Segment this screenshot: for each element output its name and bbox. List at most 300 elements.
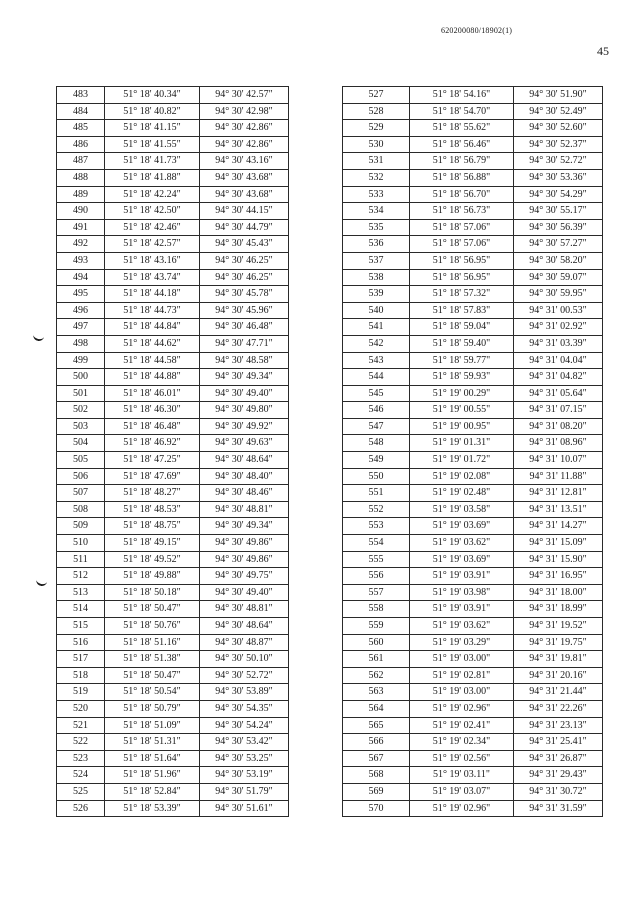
point-number-cell: 553 [343, 518, 410, 535]
longitude-cell: 94° 30' 54.35" [200, 700, 289, 717]
latitude-cell: 51° 18' 46.30" [105, 402, 200, 419]
table-row [343, 369, 603, 386]
latitude-cell: 51° 18' 57.32" [410, 286, 514, 303]
point-number-cell: 538 [343, 269, 410, 286]
point-number-cell: 563 [343, 684, 410, 701]
table-row [343, 335, 603, 352]
point-number-cell: 484 [57, 103, 105, 120]
longitude-cell: 94° 31' 03.39" [514, 335, 603, 352]
table-row [343, 219, 603, 236]
table-row [57, 302, 289, 319]
latitude-cell: 51° 18' 56.95" [410, 252, 514, 269]
point-number-cell: 505 [57, 452, 105, 469]
point-number-cell: 513 [57, 584, 105, 601]
longitude-cell: 94° 31' 30.72" [514, 783, 603, 800]
point-number-cell: 537 [343, 252, 410, 269]
longitude-cell: 94° 30' 45.78" [200, 286, 289, 303]
longitude-cell: 94° 30' 54.24" [200, 717, 289, 734]
point-number-cell: 534 [343, 203, 410, 220]
latitude-cell: 51° 18' 42.24" [105, 186, 200, 203]
latitude-cell: 51° 18' 56.70" [410, 186, 514, 203]
latitude-cell: 51° 19' 02.34" [410, 734, 514, 751]
table-row [343, 601, 603, 618]
longitude-cell: 94° 31' 04.82" [514, 369, 603, 386]
longitude-cell: 94° 30' 42.86" [200, 120, 289, 137]
latitude-cell: 51° 18' 46.92" [105, 435, 200, 452]
point-number-cell: 495 [57, 286, 105, 303]
point-number-cell: 565 [343, 717, 410, 734]
point-number-cell: 524 [57, 767, 105, 784]
point-number-cell: 556 [343, 568, 410, 585]
longitude-cell: 94° 31' 13.51" [514, 501, 603, 518]
longitude-cell: 94° 30' 42.86" [200, 136, 289, 153]
point-number-cell: 489 [57, 186, 105, 203]
table-row [343, 319, 603, 336]
latitude-cell: 51° 18' 56.88" [410, 169, 514, 186]
point-number-cell: 530 [343, 136, 410, 153]
point-number-cell: 511 [57, 551, 105, 568]
table-row [57, 734, 289, 751]
table-row [343, 717, 603, 734]
longitude-cell: 94° 30' 49.86" [200, 551, 289, 568]
latitude-cell: 51° 18' 46.48" [105, 418, 200, 435]
latitude-cell: 51° 18' 49.88" [105, 568, 200, 585]
table-row [343, 186, 603, 203]
longitude-cell: 94° 30' 49.92" [200, 418, 289, 435]
table-row [57, 252, 289, 269]
longitude-cell: 94° 30' 49.34" [200, 369, 289, 386]
point-number-cell: 515 [57, 618, 105, 635]
latitude-cell: 51° 18' 50.76" [105, 618, 200, 635]
longitude-cell: 94° 30' 57.27" [514, 236, 603, 253]
table-row [343, 750, 603, 767]
point-number-cell: 491 [57, 219, 105, 236]
latitude-cell: 51° 18' 41.73" [105, 153, 200, 170]
longitude-cell: 94° 30' 48.64" [200, 452, 289, 469]
latitude-cell: 51° 19' 03.00" [410, 651, 514, 668]
longitude-cell: 94° 30' 51.79" [200, 783, 289, 800]
point-number-cell: 510 [57, 535, 105, 552]
longitude-cell: 94° 30' 43.16" [200, 153, 289, 170]
longitude-cell: 94° 31' 20.16" [514, 667, 603, 684]
table-row [343, 535, 603, 552]
table-row [57, 750, 289, 767]
latitude-cell: 51° 18' 51.64" [105, 750, 200, 767]
coordinates-table-right-body [343, 87, 603, 817]
point-number-cell: 525 [57, 783, 105, 800]
longitude-cell: 94° 30' 51.61" [200, 800, 289, 817]
latitude-cell: 51° 18' 43.16" [105, 252, 200, 269]
table-row [57, 236, 289, 253]
point-number-cell: 519 [57, 684, 105, 701]
point-number-cell: 545 [343, 385, 410, 402]
point-number-cell: 503 [57, 418, 105, 435]
point-number-cell: 502 [57, 402, 105, 419]
table-row [343, 783, 603, 800]
point-number-cell: 562 [343, 667, 410, 684]
latitude-cell: 51° 18' 44.62" [105, 335, 200, 352]
table-row [57, 700, 289, 717]
latitude-cell: 51° 19' 02.56" [410, 750, 514, 767]
point-number-cell: 490 [57, 203, 105, 220]
point-number-cell: 568 [343, 767, 410, 784]
latitude-cell: 51° 18' 51.09" [105, 717, 200, 734]
latitude-cell: 51° 19' 02.48" [410, 485, 514, 502]
latitude-cell: 51° 18' 57.83" [410, 302, 514, 319]
point-number-cell: 498 [57, 335, 105, 352]
longitude-cell: 94° 30' 53.36" [514, 169, 603, 186]
latitude-cell: 51° 18' 56.46" [410, 136, 514, 153]
longitude-cell: 94° 31' 02.92" [514, 319, 603, 336]
longitude-cell: 94° 31' 14.27" [514, 518, 603, 535]
latitude-cell: 51° 18' 54.16" [410, 87, 514, 104]
table-row [57, 402, 289, 419]
table-row [343, 269, 603, 286]
longitude-cell: 94° 31' 08.20" [514, 418, 603, 435]
longitude-cell: 94° 30' 53.25" [200, 750, 289, 767]
latitude-cell: 51° 18' 49.52" [105, 551, 200, 568]
point-number-cell: 528 [343, 103, 410, 120]
point-number-cell: 504 [57, 435, 105, 452]
point-number-cell: 508 [57, 501, 105, 518]
table-row [343, 153, 603, 170]
point-number-cell: 546 [343, 402, 410, 419]
table-row [343, 352, 603, 369]
longitude-cell: 94° 31' 18.99" [514, 601, 603, 618]
table-row [57, 485, 289, 502]
point-number-cell: 517 [57, 651, 105, 668]
latitude-cell: 51° 19' 03.69" [410, 551, 514, 568]
latitude-cell: 51° 18' 54.70" [410, 103, 514, 120]
table-row [57, 618, 289, 635]
point-number-cell: 497 [57, 319, 105, 336]
longitude-cell: 94° 30' 49.75" [200, 568, 289, 585]
longitude-cell: 94° 31' 04.04" [514, 352, 603, 369]
coordinates-table-left-body [57, 87, 289, 817]
point-number-cell: 507 [57, 485, 105, 502]
latitude-cell: 51° 19' 03.69" [410, 518, 514, 535]
latitude-cell: 51° 18' 48.27" [105, 485, 200, 502]
table-row [343, 651, 603, 668]
point-number-cell: 569 [343, 783, 410, 800]
table-row [343, 767, 603, 784]
longitude-cell: 94° 30' 49.86" [200, 535, 289, 552]
latitude-cell: 51° 19' 00.29" [410, 385, 514, 402]
longitude-cell: 94° 30' 55.17" [514, 203, 603, 220]
point-number-cell: 518 [57, 667, 105, 684]
latitude-cell: 51° 18' 57.06" [410, 219, 514, 236]
latitude-cell: 51° 18' 46.01" [105, 385, 200, 402]
table-row [343, 568, 603, 585]
table-row [57, 435, 289, 452]
latitude-cell: 51° 18' 47.69" [105, 468, 200, 485]
table-row [57, 800, 289, 817]
longitude-cell: 94° 30' 46.48" [200, 319, 289, 336]
latitude-cell: 51° 19' 03.58" [410, 501, 514, 518]
longitude-cell: 94° 31' 05.64" [514, 385, 603, 402]
table-row [343, 302, 603, 319]
longitude-cell: 94° 31' 15.09" [514, 535, 603, 552]
table-row [343, 203, 603, 220]
table-row [57, 601, 289, 618]
table-row [343, 734, 603, 751]
latitude-cell: 51° 19' 00.55" [410, 402, 514, 419]
point-number-cell: 536 [343, 236, 410, 253]
longitude-cell: 94° 30' 49.40" [200, 385, 289, 402]
latitude-cell: 51° 19' 02.96" [410, 800, 514, 817]
point-number-cell: 488 [57, 169, 105, 186]
point-number-cell: 523 [57, 750, 105, 767]
latitude-cell: 51° 19' 03.00" [410, 684, 514, 701]
page-number: 45 [597, 44, 609, 58]
latitude-cell: 51° 18' 42.46" [105, 219, 200, 236]
latitude-cell: 51° 18' 59.40" [410, 335, 514, 352]
table-row [57, 551, 289, 568]
latitude-cell: 51° 18' 51.16" [105, 634, 200, 651]
latitude-cell: 51° 18' 51.96" [105, 767, 200, 784]
point-number-cell: 500 [57, 369, 105, 386]
latitude-cell: 51° 18' 59.04" [410, 319, 514, 336]
latitude-cell: 51° 18' 56.95" [410, 269, 514, 286]
point-number-cell: 501 [57, 385, 105, 402]
document-id: 620200080/18902(1) [441, 26, 513, 35]
longitude-cell: 94° 30' 46.25" [200, 269, 289, 286]
point-number-cell: 559 [343, 618, 410, 635]
latitude-cell: 51° 19' 03.07" [410, 783, 514, 800]
latitude-cell: 51° 19' 03.11" [410, 767, 514, 784]
table-row [57, 667, 289, 684]
point-number-cell: 539 [343, 286, 410, 303]
table-row [343, 634, 603, 651]
longitude-cell: 94° 31' 21.44" [514, 684, 603, 701]
latitude-cell: 51° 19' 02.81" [410, 667, 514, 684]
longitude-cell: 94° 30' 49.40" [200, 584, 289, 601]
longitude-cell: 94° 30' 45.96" [200, 302, 289, 319]
point-number-cell: 496 [57, 302, 105, 319]
longitude-cell: 94° 30' 53.19" [200, 767, 289, 784]
longitude-cell: 94° 30' 48.40" [200, 468, 289, 485]
point-number-cell: 552 [343, 501, 410, 518]
point-number-cell: 506 [57, 468, 105, 485]
point-number-cell: 493 [57, 252, 105, 269]
longitude-cell: 94° 30' 48.64" [200, 618, 289, 635]
table-row [57, 103, 289, 120]
latitude-cell: 51° 18' 47.25" [105, 452, 200, 469]
latitude-cell: 51° 19' 01.31" [410, 435, 514, 452]
point-number-cell: 561 [343, 651, 410, 668]
point-number-cell: 548 [343, 435, 410, 452]
longitude-cell: 94° 31' 31.59" [514, 800, 603, 817]
longitude-cell: 94° 31' 10.07" [514, 452, 603, 469]
longitude-cell: 94° 30' 54.29" [514, 186, 603, 203]
table-row [57, 335, 289, 352]
latitude-cell: 51° 19' 00.95" [410, 418, 514, 435]
table-row [57, 717, 289, 734]
latitude-cell: 51° 19' 03.91" [410, 601, 514, 618]
table-row [57, 783, 289, 800]
latitude-cell: 51° 18' 51.31" [105, 734, 200, 751]
longitude-cell: 94° 30' 59.07" [514, 269, 603, 286]
table-row [343, 418, 603, 435]
point-number-cell: 526 [57, 800, 105, 817]
longitude-cell: 94° 30' 49.34" [200, 518, 289, 535]
longitude-cell: 94° 31' 19.52" [514, 618, 603, 635]
longitude-cell: 94° 30' 43.68" [200, 169, 289, 186]
coordinates-table-right [342, 86, 603, 817]
point-number-cell: 550 [343, 468, 410, 485]
point-number-cell: 566 [343, 734, 410, 751]
longitude-cell: 94° 30' 44.79" [200, 219, 289, 236]
latitude-cell: 51° 18' 51.38" [105, 651, 200, 668]
table-row [57, 186, 289, 203]
longitude-cell: 94° 30' 52.37" [514, 136, 603, 153]
longitude-cell: 94° 30' 45.43" [200, 236, 289, 253]
table-row [57, 468, 289, 485]
latitude-cell: 51° 19' 03.29" [410, 634, 514, 651]
table-row [343, 402, 603, 419]
latitude-cell: 51° 18' 43.74" [105, 269, 200, 286]
table-row [57, 319, 289, 336]
longitude-cell: 94° 30' 48.46" [200, 485, 289, 502]
longitude-cell: 94° 31' 23.13" [514, 717, 603, 734]
latitude-cell: 51° 18' 56.73" [410, 203, 514, 220]
point-number-cell: 533 [343, 186, 410, 203]
latitude-cell: 51° 18' 44.18" [105, 286, 200, 303]
point-number-cell: 499 [57, 352, 105, 369]
table-row [343, 286, 603, 303]
table-row [57, 120, 289, 137]
table-row [57, 385, 289, 402]
point-number-cell: 516 [57, 634, 105, 651]
point-number-cell: 527 [343, 87, 410, 104]
longitude-cell: 94° 31' 00.53" [514, 302, 603, 319]
latitude-cell: 51° 18' 50.79" [105, 700, 200, 717]
longitude-cell: 94° 30' 50.10" [200, 651, 289, 668]
latitude-cell: 51° 18' 50.54" [105, 684, 200, 701]
point-number-cell: 520 [57, 700, 105, 717]
longitude-cell: 94° 31' 19.75" [514, 634, 603, 651]
table-row [343, 103, 603, 120]
longitude-cell: 94° 30' 42.98" [200, 103, 289, 120]
table-row [57, 352, 289, 369]
longitude-cell: 94° 31' 26.87" [514, 750, 603, 767]
table-row [343, 667, 603, 684]
latitude-cell: 51° 19' 03.62" [410, 535, 514, 552]
point-number-cell: 541 [343, 319, 410, 336]
longitude-cell: 94° 31' 08.96" [514, 435, 603, 452]
latitude-cell: 51° 18' 50.18" [105, 584, 200, 601]
point-number-cell: 560 [343, 634, 410, 651]
latitude-cell: 51° 19' 01.72" [410, 452, 514, 469]
longitude-cell: 94° 30' 42.57" [200, 87, 289, 104]
latitude-cell: 51° 18' 56.79" [410, 153, 514, 170]
latitude-cell: 51° 18' 42.50" [105, 203, 200, 220]
latitude-cell: 51° 19' 03.98" [410, 584, 514, 601]
point-number-cell: 487 [57, 153, 105, 170]
longitude-cell: 94° 30' 59.95" [514, 286, 603, 303]
longitude-cell: 94° 30' 48.81" [200, 501, 289, 518]
table-row [57, 286, 289, 303]
longitude-cell: 94° 30' 48.87" [200, 634, 289, 651]
table-row [57, 219, 289, 236]
longitude-cell: 94° 31' 29.43" [514, 767, 603, 784]
table-row [57, 269, 289, 286]
latitude-cell: 51° 19' 02.96" [410, 700, 514, 717]
point-number-cell: 509 [57, 518, 105, 535]
latitude-cell: 51° 18' 49.15" [105, 535, 200, 552]
table-row [57, 518, 289, 535]
point-number-cell: 544 [343, 369, 410, 386]
table-row [343, 385, 603, 402]
table-row [343, 468, 603, 485]
point-number-cell: 486 [57, 136, 105, 153]
table-row [57, 651, 289, 668]
latitude-cell: 51° 18' 41.55" [105, 136, 200, 153]
point-number-cell: 549 [343, 452, 410, 469]
longitude-cell: 94° 30' 51.90" [514, 87, 603, 104]
latitude-cell: 51° 18' 42.57" [105, 236, 200, 253]
point-number-cell: 570 [343, 800, 410, 817]
longitude-cell: 94° 30' 44.15" [200, 203, 289, 220]
point-number-cell: 540 [343, 302, 410, 319]
latitude-cell: 51° 18' 57.06" [410, 236, 514, 253]
table-row [343, 518, 603, 535]
table-row [57, 87, 289, 104]
longitude-cell: 94° 30' 49.63" [200, 435, 289, 452]
point-number-cell: 483 [57, 87, 105, 104]
table-row [57, 568, 289, 585]
point-number-cell: 535 [343, 219, 410, 236]
table-row [57, 684, 289, 701]
point-number-cell: 521 [57, 717, 105, 734]
latitude-cell: 51° 18' 50.47" [105, 601, 200, 618]
point-number-cell: 494 [57, 269, 105, 286]
table-row [343, 87, 603, 104]
table-row [57, 153, 289, 170]
longitude-cell: 94° 31' 25.41" [514, 734, 603, 751]
table-row [343, 452, 603, 469]
point-number-cell: 555 [343, 551, 410, 568]
longitude-cell: 94° 31' 07.15" [514, 402, 603, 419]
table-row [343, 236, 603, 253]
table-row [57, 767, 289, 784]
latitude-cell: 51° 18' 55.62" [410, 120, 514, 137]
latitude-cell: 51° 19' 02.08" [410, 468, 514, 485]
longitude-cell: 94° 30' 52.72" [200, 667, 289, 684]
table-row [343, 800, 603, 817]
longitude-cell: 94° 31' 19.81" [514, 651, 603, 668]
table-row [343, 700, 603, 717]
point-number-cell: 492 [57, 236, 105, 253]
latitude-cell: 51° 19' 03.62" [410, 618, 514, 635]
latitude-cell: 51° 18' 40.82" [105, 103, 200, 120]
table-row [343, 120, 603, 137]
longitude-cell: 94° 30' 53.89" [200, 684, 289, 701]
latitude-cell: 51° 18' 44.84" [105, 319, 200, 336]
point-number-cell: 554 [343, 535, 410, 552]
latitude-cell: 51° 18' 53.39" [105, 800, 200, 817]
table-row [343, 551, 603, 568]
table-row [57, 418, 289, 435]
table-row [343, 501, 603, 518]
point-number-cell: 514 [57, 601, 105, 618]
latitude-cell: 51° 18' 41.88" [105, 169, 200, 186]
latitude-cell: 51° 18' 44.88" [105, 369, 200, 386]
latitude-cell: 51° 19' 02.41" [410, 717, 514, 734]
longitude-cell: 94° 31' 15.90" [514, 551, 603, 568]
table-row [343, 485, 603, 502]
table-row [57, 584, 289, 601]
